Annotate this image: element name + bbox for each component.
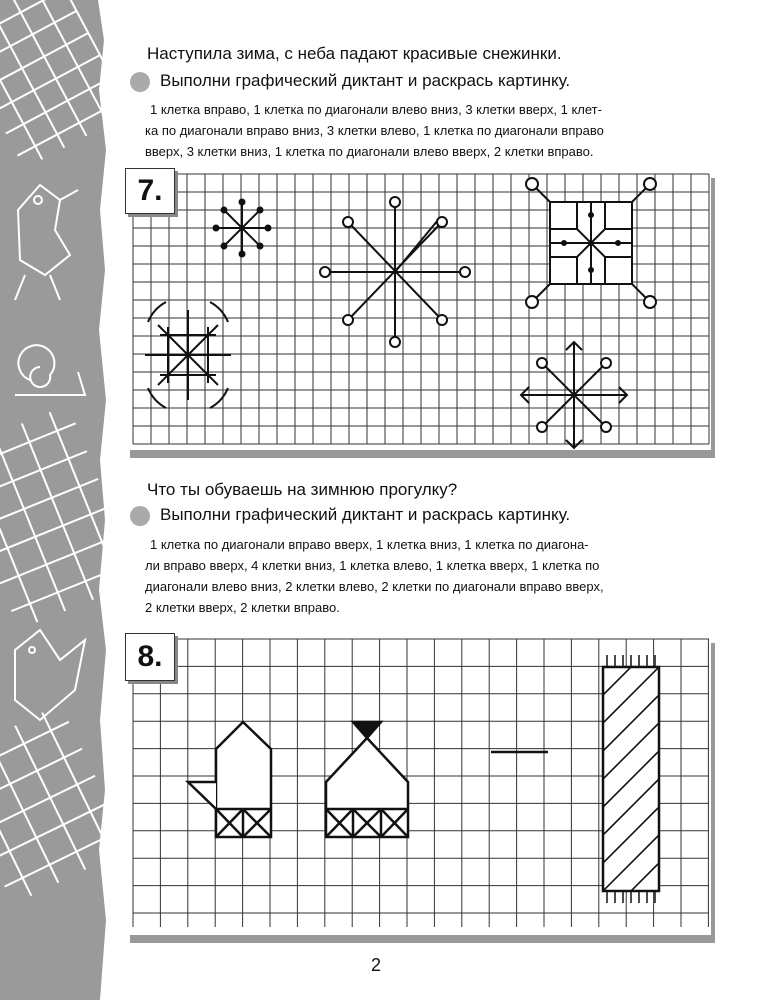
task8-dictation-line-4: 2 клетки вверх, 2 клетки вправо. — [145, 600, 340, 615]
task7-dictation-line-2: ка по диагонали вправо вниз, 3 клетки влево, 1 клетка по диагонали вправо — [145, 123, 604, 138]
task7-dictation-line-3: вверх, 3 клетки вниз, 1 клетка по диагонали влево вверх, 2 клетки вправо. — [145, 144, 594, 159]
task7-title: Наступила зима, с неба падают красивые снежинки. — [147, 44, 562, 63]
task7-instruction: Выполни графический диктант и раскрась картинку. — [160, 71, 571, 90]
task8-title: Что ты обуваешь на зимнюю прогулку? — [147, 480, 458, 499]
task7-dictation-line-1: 1 клетка вправо, 1 клетка по диагонали влево вниз, 3 клетки вверх, 1 клет- — [150, 102, 602, 117]
task7-bullet-icon — [130, 72, 150, 92]
task8-number-badge: 8. — [125, 633, 175, 681]
task7-grid-panel — [118, 170, 718, 460]
task8-instruction: Выполни графический диктант и раскрась картинку. — [160, 505, 571, 524]
task8-dictation-line-3: диагонали влево вниз, 2 клетки влево, 2 клетки по диагонали вправо вверх, — [145, 579, 604, 594]
task8-dictation-line-1: 1 клетка по диагонали вправо вверх, 1 клетка вниз, 1 клетка по диагона- — [150, 537, 589, 552]
task8-grid-panel — [118, 635, 718, 945]
task7-number-badge: 7. — [125, 168, 175, 214]
small-snowflake-icon — [214, 200, 271, 257]
page-number: 2 — [371, 955, 382, 975]
task8-dictation-line-2: ли вправо вверх, 4 клетки вниз, 1 клетка влево, 1 клетка вверх, 1 клетка по — [145, 558, 600, 573]
decorative-sidebar — [0, 0, 108, 1000]
task8-bullet-icon — [130, 506, 150, 526]
